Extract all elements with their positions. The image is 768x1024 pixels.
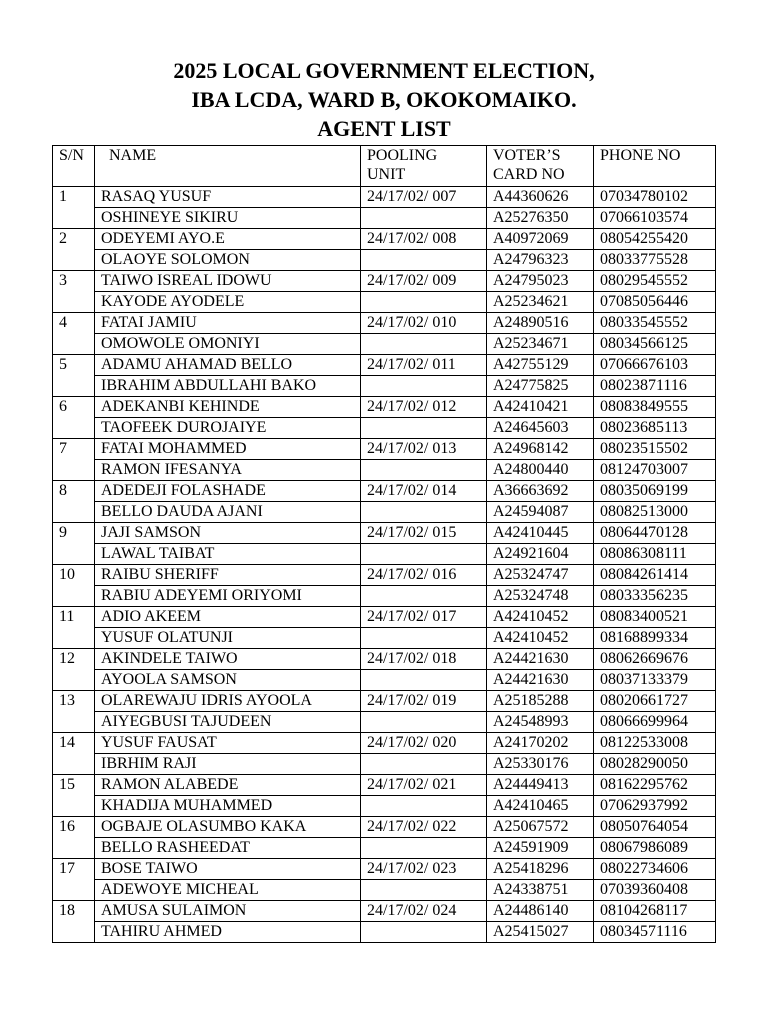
phone-number-cell: 08037133379 xyxy=(594,670,716,691)
agent-name-cell: AYOOLA SAMSON xyxy=(95,670,361,691)
agent-table xyxy=(52,145,716,943)
polling-unit-cell xyxy=(361,334,487,355)
table-row xyxy=(53,901,716,922)
phone-number-cell: 08033356235 xyxy=(594,586,716,607)
phone-number-cell: 08020661727 xyxy=(594,691,716,712)
phone-number-cell: 07062937992 xyxy=(594,796,716,817)
table-row xyxy=(53,628,716,649)
voters-card-cell: A25324748 xyxy=(487,586,594,607)
polling-unit-cell: 24/17/02/ 022 xyxy=(361,817,487,838)
agent-name-cell: BELLO DAUDA AJANI xyxy=(95,502,361,523)
phone-number-cell: 08104268117 xyxy=(594,901,716,922)
serial-number-cell: 12 xyxy=(53,649,95,670)
agent-name-cell: ADEKANBI KEHINDE xyxy=(95,397,361,418)
agent-name-cell: YUSUF FAUSAT xyxy=(95,733,361,754)
polling-unit-cell xyxy=(361,586,487,607)
voters-card-cell: A24486140 xyxy=(487,901,594,922)
voters-card-cell: A24421630 xyxy=(487,670,594,691)
voters-card-cell: A24775825 xyxy=(487,376,594,397)
voters-card-cell: A24645603 xyxy=(487,418,594,439)
table-row xyxy=(53,481,716,502)
table-row xyxy=(53,670,716,691)
agent-name-cell: OLAREWAJU IDRIS AYOOLA xyxy=(95,691,361,712)
header-name xyxy=(95,146,361,187)
polling-unit-cell: 24/17/02/ 011 xyxy=(361,355,487,376)
polling-unit-cell xyxy=(361,502,487,523)
phone-number-cell: 08122533008 xyxy=(594,733,716,754)
agent-name-cell: OGBAJE OLASUMBO KAKA xyxy=(95,817,361,838)
table-row xyxy=(53,418,716,439)
title-line-election: 2025 LOCAL GOVERNMENT ELECTION, xyxy=(173,58,595,83)
table-row xyxy=(53,523,716,544)
polling-unit-cell: 24/17/02/ 021 xyxy=(361,775,487,796)
agent-name-cell: KHADIJA MUHAMMED xyxy=(95,796,361,817)
voters-card-cell: A24921604 xyxy=(487,544,594,565)
polling-unit-cell: 24/17/02/ 014 xyxy=(361,481,487,502)
serial-number-cell xyxy=(53,712,95,733)
agent-name-cell: IBRAHIM ABDULLAHI BAKO xyxy=(95,376,361,397)
table-row xyxy=(53,838,716,859)
voters-card-cell: A24421630 xyxy=(487,649,594,670)
voters-card-cell: A44360626 xyxy=(487,187,594,208)
phone-number-cell: 08064470128 xyxy=(594,523,716,544)
agent-name-cell: RABIU ADEYEMI ORIYOMI xyxy=(95,586,361,607)
table-row xyxy=(53,565,716,586)
table-row xyxy=(53,754,716,775)
voters-card-cell: A24968142 xyxy=(487,439,594,460)
serial-number-cell: 4 xyxy=(53,313,95,334)
header-voters-card-line1: VOTER’S xyxy=(493,147,561,164)
agent-name-cell: RAIBU SHERIFF xyxy=(95,565,361,586)
serial-number-cell: 1 xyxy=(53,187,95,208)
table-row xyxy=(53,586,716,607)
polling-unit-cell: 24/17/02/ 017 xyxy=(361,607,487,628)
phone-number-cell: 08054255420 xyxy=(594,229,716,250)
voters-card-cell: A25418296 xyxy=(487,859,594,880)
table-row xyxy=(53,733,716,754)
voters-card-cell: A25067572 xyxy=(487,817,594,838)
agent-name-cell: BELLO RASHEEDAT xyxy=(95,838,361,859)
agent-name-cell: TAHIRU AHMED xyxy=(95,922,361,943)
table-row xyxy=(53,313,716,334)
voters-card-cell: A24548993 xyxy=(487,712,594,733)
agent-name-cell: ADEDEJI FOLASHADE xyxy=(95,481,361,502)
polling-unit-cell: 24/17/02/ 013 xyxy=(361,439,487,460)
phone-number-cell: 08034566125 xyxy=(594,334,716,355)
voters-card-cell: A24594087 xyxy=(487,502,594,523)
polling-unit-cell xyxy=(361,292,487,313)
voters-card-cell: A25324747 xyxy=(487,565,594,586)
serial-number-cell xyxy=(53,754,95,775)
phone-number-cell: 08067986089 xyxy=(594,838,716,859)
polling-unit-cell xyxy=(361,796,487,817)
polling-unit-cell: 24/17/02/ 008 xyxy=(361,229,487,250)
phone-number-cell: 08066699964 xyxy=(594,712,716,733)
serial-number-cell xyxy=(53,502,95,523)
agent-name-cell: JAJI SAMSON xyxy=(95,523,361,544)
serial-number-cell: 11 xyxy=(53,607,95,628)
phone-number-cell: 08162295762 xyxy=(594,775,716,796)
agent-name-cell: ADAMU AHAMAD BELLO xyxy=(95,355,361,376)
serial-number-cell: 9 xyxy=(53,523,95,544)
header-phone: PHONE NO xyxy=(594,146,716,187)
voters-card-cell: A42410445 xyxy=(487,523,594,544)
header-sn: S/N xyxy=(53,146,95,187)
agent-name-cell: RASAQ YUSUF xyxy=(95,187,361,208)
table-row xyxy=(53,544,716,565)
table-row xyxy=(53,880,716,901)
polling-unit-cell: 24/17/02/ 015 xyxy=(361,523,487,544)
serial-number-cell: 7 xyxy=(53,439,95,460)
voters-card-cell: A24795023 xyxy=(487,271,594,292)
voters-card-cell: A42410452 xyxy=(487,607,594,628)
voters-card-cell: A24449413 xyxy=(487,775,594,796)
polling-unit-cell xyxy=(361,628,487,649)
serial-number-cell xyxy=(53,922,95,943)
phone-number-cell: 08023515502 xyxy=(594,439,716,460)
serial-number-cell: 13 xyxy=(53,691,95,712)
voters-card-cell: A40972069 xyxy=(487,229,594,250)
phone-number-cell: 08023685113 xyxy=(594,418,716,439)
phone-number-cell: 08083849555 xyxy=(594,397,716,418)
serial-number-cell xyxy=(53,544,95,565)
table-row xyxy=(53,292,716,313)
agent-table-header xyxy=(53,146,716,187)
voters-card-cell: A25234621 xyxy=(487,292,594,313)
agent-name-cell: LAWAL TAIBAT xyxy=(95,544,361,565)
table-row xyxy=(53,397,716,418)
serial-number-cell xyxy=(53,418,95,439)
table-row xyxy=(53,250,716,271)
header-polling-unit xyxy=(361,146,487,187)
agent-name-cell: TAOFEEK DUROJAIYE xyxy=(95,418,361,439)
header-row xyxy=(53,146,716,187)
serial-number-cell xyxy=(53,250,95,271)
table-row xyxy=(53,502,716,523)
phone-number-cell: 08086308111 xyxy=(594,544,716,565)
agent-table-body xyxy=(53,187,716,943)
phone-number-cell: 08168899334 xyxy=(594,628,716,649)
polling-unit-cell xyxy=(361,754,487,775)
voters-card-cell: A25330176 xyxy=(487,754,594,775)
polling-unit-cell: 24/17/02/ 016 xyxy=(361,565,487,586)
agent-name-cell: RAMON IFESANYA xyxy=(95,460,361,481)
table-row xyxy=(53,271,716,292)
polling-unit-cell xyxy=(361,712,487,733)
table-row xyxy=(53,859,716,880)
serial-number-cell xyxy=(53,460,95,481)
voters-card-cell: A42410465 xyxy=(487,796,594,817)
serial-number-cell xyxy=(53,586,95,607)
polling-unit-cell xyxy=(361,922,487,943)
table-row xyxy=(53,649,716,670)
serial-number-cell xyxy=(53,796,95,817)
serial-number-cell xyxy=(53,628,95,649)
agent-name-cell: RAMON ALABEDE xyxy=(95,775,361,796)
agent-name-cell: OLAOYE SOLOMON xyxy=(95,250,361,271)
header-voters-card-line2: CARD NO xyxy=(493,166,565,183)
voters-card-cell: A25276350 xyxy=(487,208,594,229)
serial-number-cell xyxy=(53,880,95,901)
polling-unit-cell: 24/17/02/ 007 xyxy=(361,187,487,208)
header-polling-unit-line2: UNIT xyxy=(367,166,406,183)
voters-card-cell: A24170202 xyxy=(487,733,594,754)
phone-number-cell: 08034571116 xyxy=(594,922,716,943)
phone-number-cell: 08029545552 xyxy=(594,271,716,292)
phone-number-cell: 07066103574 xyxy=(594,208,716,229)
phone-number-cell: 08023871116 xyxy=(594,376,716,397)
voters-card-cell: A25234671 xyxy=(487,334,594,355)
phone-number-cell: 08033775528 xyxy=(594,250,716,271)
serial-number-cell xyxy=(53,208,95,229)
polling-unit-cell xyxy=(361,460,487,481)
voters-card-cell: A25415027 xyxy=(487,922,594,943)
header-name-label: NAME xyxy=(109,147,157,164)
phone-number-cell: 08084261414 xyxy=(594,565,716,586)
header-voters-card xyxy=(487,146,594,187)
table-row xyxy=(53,712,716,733)
polling-unit-cell: 24/17/02/ 023 xyxy=(361,859,487,880)
voters-card-cell: A42755129 xyxy=(487,355,594,376)
serial-number-cell: 18 xyxy=(53,901,95,922)
polling-unit-cell: 24/17/02/ 018 xyxy=(361,649,487,670)
polling-unit-cell: 24/17/02/ 010 xyxy=(361,313,487,334)
agent-name-cell: AIYEGBUSI TAJUDEEN xyxy=(95,712,361,733)
phone-number-cell: 08028290050 xyxy=(594,754,716,775)
polling-unit-cell xyxy=(361,208,487,229)
agent-name-cell: FATAI JAMIU xyxy=(95,313,361,334)
agent-name-cell: ODEYEMI AYO.E xyxy=(95,229,361,250)
agent-name-cell: BOSE TAIWO xyxy=(95,859,361,880)
serial-number-cell: 6 xyxy=(53,397,95,418)
polling-unit-cell xyxy=(361,544,487,565)
polling-unit-cell: 24/17/02/ 009 xyxy=(361,271,487,292)
agent-name-cell: YUSUF OLATUNJI xyxy=(95,628,361,649)
phone-number-cell: 07066676103 xyxy=(594,355,716,376)
phone-number-cell: 08022734606 xyxy=(594,859,716,880)
table-row xyxy=(53,922,716,943)
serial-number-cell: 10 xyxy=(53,565,95,586)
agent-name-cell: IBRHIM RAJI xyxy=(95,754,361,775)
table-row xyxy=(53,439,716,460)
phone-number-cell: 07085056446 xyxy=(594,292,716,313)
serial-number-cell: 3 xyxy=(53,271,95,292)
table-row xyxy=(53,607,716,628)
document-title xyxy=(0,56,768,143)
serial-number-cell: 14 xyxy=(53,733,95,754)
agent-name-cell: AKINDELE TAIWO xyxy=(95,649,361,670)
serial-number-cell: 16 xyxy=(53,817,95,838)
table-row xyxy=(53,355,716,376)
table-row xyxy=(53,334,716,355)
agent-name-cell: AMUSA SULAIMON xyxy=(95,901,361,922)
phone-number-cell: 08082513000 xyxy=(594,502,716,523)
agent-name-cell: KAYODE AYODELE xyxy=(95,292,361,313)
voters-card-cell: A24800440 xyxy=(487,460,594,481)
serial-number-cell: 5 xyxy=(53,355,95,376)
serial-number-cell xyxy=(53,670,95,691)
polling-unit-cell xyxy=(361,376,487,397)
table-row xyxy=(53,817,716,838)
phone-number-cell: 08124703007 xyxy=(594,460,716,481)
voters-card-cell: A24591909 xyxy=(487,838,594,859)
voters-card-cell: A36663692 xyxy=(487,481,594,502)
agent-name-cell: FATAI MOHAMMED xyxy=(95,439,361,460)
header-polling-unit-line1: POOLING xyxy=(367,147,438,164)
voters-card-cell: A24338751 xyxy=(487,880,594,901)
agent-name-cell: OMOWOLE OMONIYI xyxy=(95,334,361,355)
polling-unit-cell: 24/17/02/ 024 xyxy=(361,901,487,922)
polling-unit-cell xyxy=(361,838,487,859)
agent-name-cell: OSHINEYE SIKIRU xyxy=(95,208,361,229)
table-row xyxy=(53,229,716,250)
voters-card-cell: A24796323 xyxy=(487,250,594,271)
title-line-agent-list: AGENT LIST xyxy=(317,116,451,141)
table-row xyxy=(53,208,716,229)
phone-number-cell: 08083400521 xyxy=(594,607,716,628)
table-row xyxy=(53,691,716,712)
title-line-ward: IBA LCDA, WARD B, OKOKOMAIKO. xyxy=(191,87,577,112)
voters-card-cell: A42410452 xyxy=(487,628,594,649)
agent-name-cell: ADEWOYE MICHEAL xyxy=(95,880,361,901)
phone-number-cell: 08062669676 xyxy=(594,649,716,670)
polling-unit-cell xyxy=(361,880,487,901)
serial-number-cell: 15 xyxy=(53,775,95,796)
serial-number-cell: 17 xyxy=(53,859,95,880)
polling-unit-cell: 24/17/02/ 019 xyxy=(361,691,487,712)
table-row xyxy=(53,775,716,796)
serial-number-cell xyxy=(53,376,95,397)
table-row xyxy=(53,376,716,397)
serial-number-cell xyxy=(53,292,95,313)
agent-name-cell: ADIO AKEEM xyxy=(95,607,361,628)
table-row xyxy=(53,460,716,481)
serial-number-cell xyxy=(53,838,95,859)
polling-unit-cell: 24/17/02/ 020 xyxy=(361,733,487,754)
phone-number-cell: 08035069199 xyxy=(594,481,716,502)
voters-card-cell: A24890516 xyxy=(487,313,594,334)
polling-unit-cell xyxy=(361,670,487,691)
voters-card-cell: A42410421 xyxy=(487,397,594,418)
polling-unit-cell xyxy=(361,418,487,439)
voters-card-cell: A25185288 xyxy=(487,691,594,712)
table-row xyxy=(53,187,716,208)
phone-number-cell: 08033545552 xyxy=(594,313,716,334)
table-row xyxy=(53,796,716,817)
serial-number-cell xyxy=(53,334,95,355)
agent-name-cell: TAIWO ISREAL IDOWU xyxy=(95,271,361,292)
phone-number-cell: 07039360408 xyxy=(594,880,716,901)
polling-unit-cell: 24/17/02/ 012 xyxy=(361,397,487,418)
serial-number-cell: 2 xyxy=(53,229,95,250)
serial-number-cell: 8 xyxy=(53,481,95,502)
phone-number-cell: 08050764054 xyxy=(594,817,716,838)
phone-number-cell: 07034780102 xyxy=(594,187,716,208)
polling-unit-cell xyxy=(361,250,487,271)
